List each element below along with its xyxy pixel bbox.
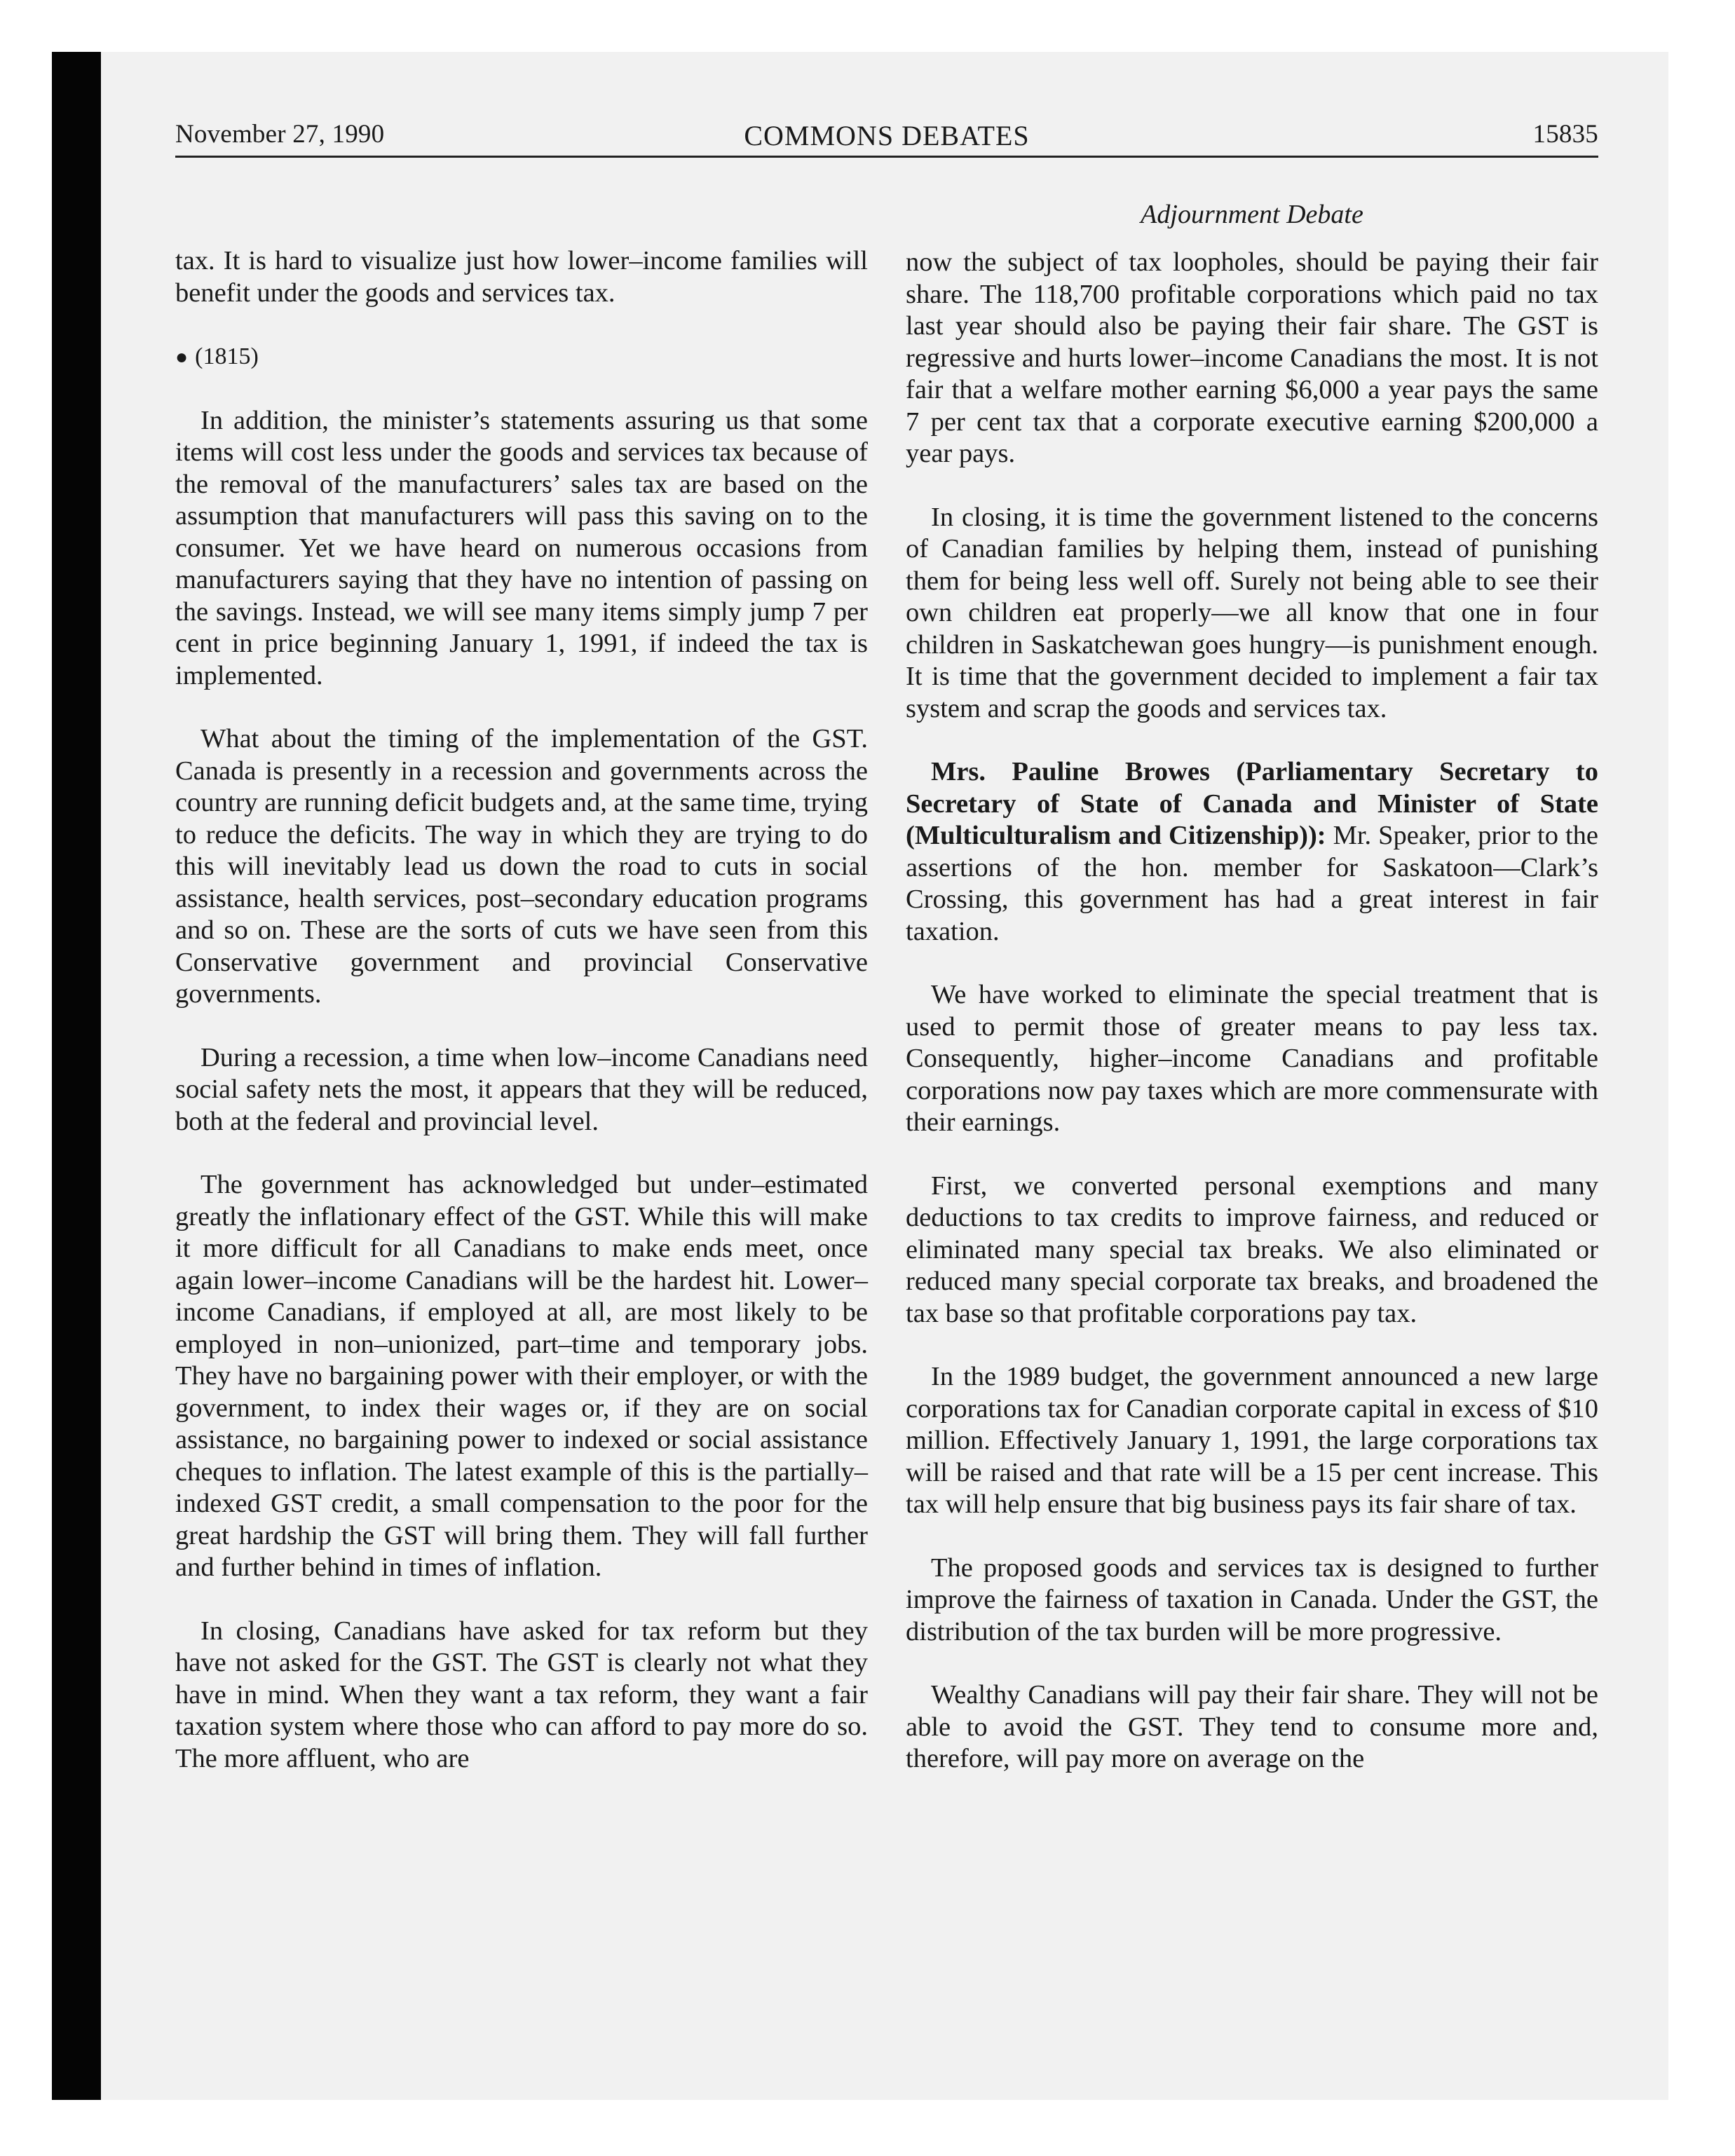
right-column: [906, 247, 1598, 1775]
header-rule: [175, 156, 1598, 158]
paragraph: During a recession, a time when low–income Canadians need social safety nets the most, it appears that they will be reduced, both at the federal and provincial level.: [175, 1042, 868, 1136]
paragraph: First, we converted personal exemptions and many deductions to tax credits to improve fairness, and reduced or eliminated many special tax breaks. We also eliminated or reduced many special corporate tax breaks, and broadened the tax base so that profitable corporations pay tax.: [906, 1171, 1598, 1328]
speaker-name: Mrs. Pauline Browes (Parliamentary Secretary to Secretary of State of Canada and Minister of State (Multiculturalism and Citizenship)):: [906, 757, 1598, 850]
time-marker: [175, 341, 868, 374]
time-marker-label: (1815): [195, 343, 259, 369]
paragraph: The government has acknowledged but under–estimated greatly the inflationary effect of the GST. While this will make it more difficult for all Canadians to make ends meet, once again lower–income Canadians will be the hardest hit. Lower–income Canadians, if employed at all, are most likely to be employed in non–unionized, part–time and temporary jobs. They have no bargaining power with their employer, or with the government, to index their wages or, if they are on social assistance, no bargaining power to indexed or social assistance cheques to inflation. The latest example of this is the partially–indexed GST credit, a small compensation to the poor for the great hardship the GST will bring them. They will fall further and further behind in times of inflation.: [175, 1170, 868, 1582]
paragraph: In closing, it is time the government listened to the concerns of Canadian families by helping them, instead of punishing them for being less well off. Surely not being able to see their own children eat properly—we all know that one in four children in Saskatchewan goes hungry—is punishment enough. It is time that the government decided to implement a fair tax system and scrap the goods and services tax.: [906, 502, 1598, 723]
left-column: [175, 245, 868, 1775]
paragraph: The proposed goods and services tax is designed to further improve the fairness of taxation in Canada. Under the GST, the distribution of the tax burden will be more progressive.: [906, 1553, 1598, 1646]
paragraph: In addition, the minister’s statements assuring us that some items will cost less under the goods and services tax because of the removal of the manufacturers’ sales tax are based on the assumption that manufacturers will pass this saving on to the consumer. Yet we have heard on numerous occasions from manufacturers saying that they have no intention of passing on the savings. Instead, we will see many items simply jump 7 per cent in price beginning January 1, 1991, if indeed the tax is implemented.: [175, 405, 868, 690]
speaker-paragraph: [906, 756, 1598, 948]
header-page-number: 15835: [1532, 120, 1598, 149]
bullet-icon: ●: [175, 346, 189, 369]
paragraph: now the subject of tax loopholes, should be paying their fair share. The 118,700 profitable corporations which paid no tax last year should also be paying their fair share. The GST is regressive and hurts lower–income Canadians the most. It is not fair that a welfare mother earning $6,000 a year pays the same 7 per cent tax that a corporate executive earning $200,000 a year pays.: [906, 247, 1598, 468]
section-title: Adjournment Debate: [1141, 200, 1363, 229]
header-date: November 27, 1990: [175, 120, 385, 149]
header-publication: COMMONS DEBATES: [744, 120, 1030, 151]
paragraph: Wealthy Canadians will pay their fair share. They will not be able to avoid the GST. They tend to consume more and, therefore, will pay more on average on the: [906, 1680, 1598, 1773]
paragraph: tax. It is hard to visualize just how lower–income families will benefit under the goods and services tax.: [175, 246, 868, 308]
paragraph: In closing, Canadians have asked for tax reform but they have not asked for the GST. The GST is clearly not what they have in mind. When they want a tax reform, they want a fair taxation system where those who can afford to pay more do so. The more affluent, who are: [175, 1616, 868, 1773]
binding-edge: [52, 52, 101, 2100]
paragraph: What about the timing of the implementation of the GST. Canada is presently in a recession and governments across the country are running deficit budgets and, at the same time, trying to reduce the deficits. The way in which they are trying to do this will inevitably lead us down the road to cuts in social assistance, health services, post–secondary education programs and so on. These are the sorts of cuts we have seen from this Conservative government and provincial Conservative governments.: [175, 724, 868, 1009]
speaker-text: Mr. Speaker, prior to the assertions of the hon. member for Saskatoon—Clark’s Crossing, this government has had a great interest in fair taxation.: [906, 821, 1598, 946]
paragraph: In the 1989 budget, the government announced a new large corporations tax for Canadian corporate capital in excess of $10 million. Effectively January 1, 1991, the large corporations tax will be raised and that rate will be a 15 per cent increase. This tax will help ensure that big business pays its fair share of tax.: [906, 1362, 1598, 1519]
paragraph: We have worked to eliminate the special treatment that is used to permit those of greater means to pay less tax. Consequently, higher–income Canadians and profitable corporations now pay taxes which are more commensurate with their earnings.: [906, 980, 1598, 1137]
running-head: [175, 115, 1598, 157]
